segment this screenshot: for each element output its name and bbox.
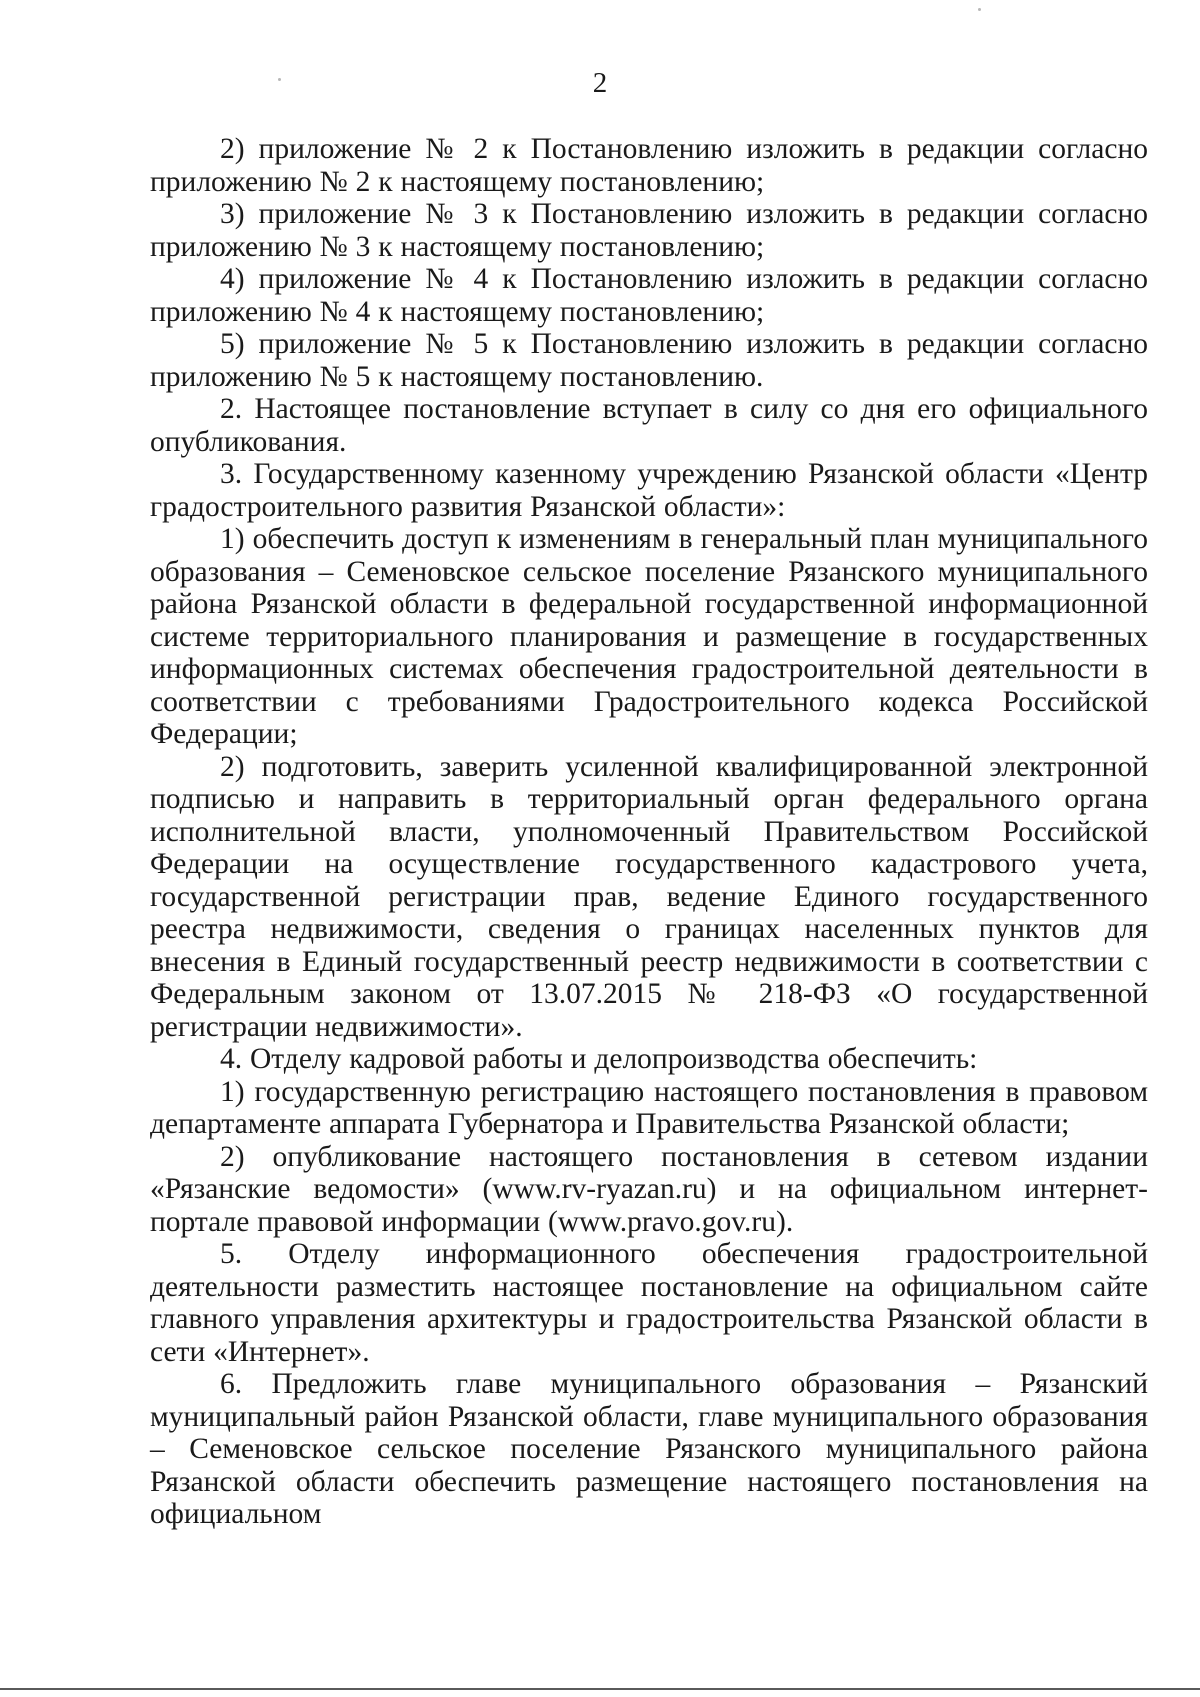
paragraph-item-4-appendix-4: 4) приложение № 4 к Постановлению изложить в редакции согласно приложению № 4 к настоящему постановлению; (150, 263, 1148, 328)
paragraph-clause-6-municipal-heads: 6. Предложить главе муниципального образования – Рязанский муниципальный район Рязанской области, главе муниципального образования – Семеновское сельское поселение Рязанского муниципального района Рязанской области обеспечить размещение настоящего постановления на официальном (150, 1368, 1148, 1530)
paragraph-clause-4-item-1-registration: 1) государственную регистрацию настоящего постановления в правовом департаменте аппарата Губернатора и Правительства Рязанской области; (150, 1075, 1148, 1140)
paragraph-clause-3-item-1-access: 1) обеспечить доступ к изменениям в генеральный план муниципального образования – Семеновское сельское поселение Рязанского муниципального района Рязанской области в федеральной государственной информационной системе территориального планирования и размещение в государственных информационных системах обеспечения градостроительной деятельности в соответствии с требованиями Градостроительного кодекса Российской Федерации; (150, 523, 1148, 750)
paragraph-item-5-appendix-5: 5) приложение № 5 к Постановлению изложить в редакции согласно приложению № 5 к настоящему постановлению. (150, 328, 1148, 393)
page-number: 2 (592, 67, 608, 99)
paragraph-item-2-appendix-2: 2) приложение № 2 к Постановлению изложить в редакции согласно приложению № 2 к настоящему постановлению; (150, 133, 1148, 198)
paragraph-clause-3-item-2-registry: 2) подготовить, заверить усиленной квалифицированной электронной подписью и направить в территориальный орган федерального органа исполнительной власти, уполномоченный Правительством Российской Федерации на осуществление государственного кадастрового учета, государственной регистрации прав, ведение Единого государственного реестра недвижимости, сведения о границах населенных пунктов для внесения в Единый государственный реестр недвижимости в соответствии с Федеральным законом от 13.07.2015 № 218-ФЗ «О государственной регистрации недвижимости». (150, 750, 1148, 1043)
paragraph-clause-3-urban-center: 3. Государственному казенному учреждению Рязанской области «Центр градостроительного развития Рязанской области»: (150, 458, 1148, 523)
scan-speck (978, 8, 981, 11)
paragraph-clause-4-hr-department: 4. Отделу кадровой работы и делопроизводства обеспечить: (220, 1043, 978, 1075)
scan-speck (278, 78, 281, 81)
paragraph-clause-4-item-2-publication: 2) опубликование настоящего постановления в сетевом издании «Рязанские ведомости» (www.rv-ryazan.ru) и на официальном интернет-портале правовой информации (www.pravo.gov.ru). (150, 1140, 1148, 1238)
paragraph-item-3-appendix-3: 3) приложение № 3 к Постановлению изложить в редакции согласно приложению № 3 к настоящему постановлению; (150, 198, 1148, 263)
document-body (150, 133, 1148, 1531)
paragraph-clause-5-website: 5. Отделу информационного обеспечения градостроительной деятельности разместить настоящее постановление на официальном сайте главного управления архитектуры и градостроительства Рязанской области в сети «Интернет». (150, 1238, 1148, 1368)
scan-bottom-edge (0, 1688, 1200, 1690)
paragraph-clause-2-effective-date: 2. Настоящее постановление вступает в силу со дня его официального опубликования. (150, 393, 1148, 458)
